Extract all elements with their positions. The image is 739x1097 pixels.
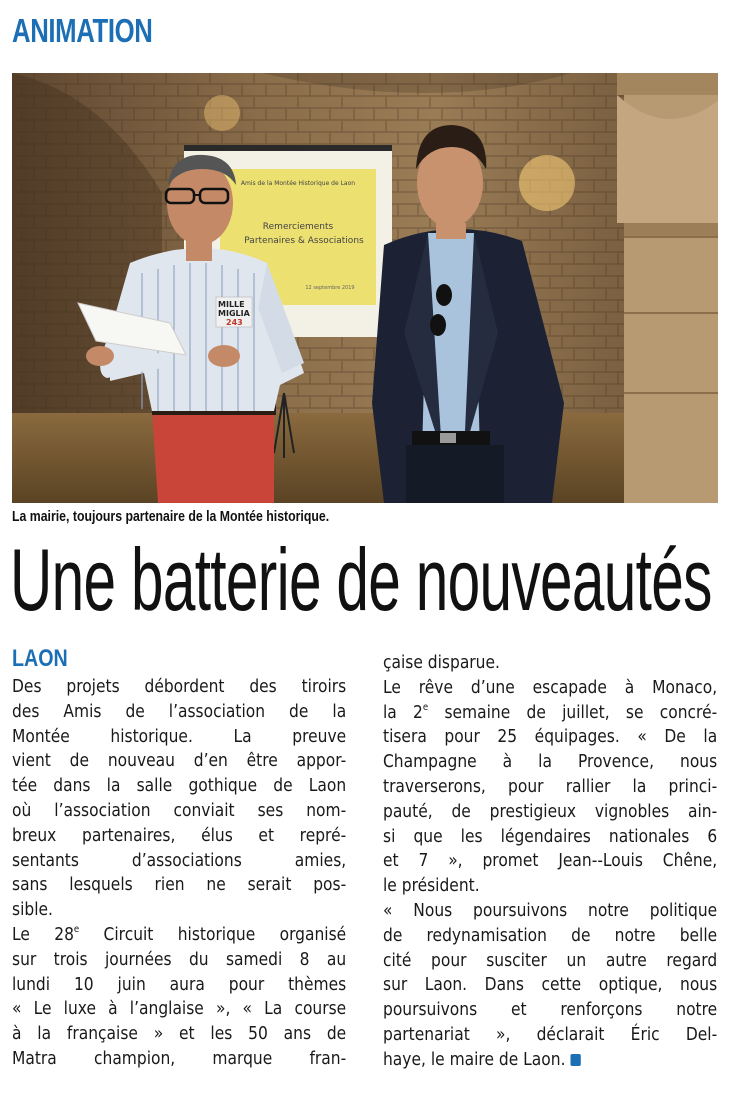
body-line: des Amis de l’association de la <box>12 700 347 722</box>
body-line: sentants d’associations amies, <box>12 849 347 871</box>
body-line: traverserons, pour rallier la princi- <box>383 775 718 797</box>
article-column-right <box>383 651 718 1073</box>
body-line: sible. <box>12 899 53 921</box>
screen-title: Remerciements <box>262 222 334 232</box>
body-line: cité pour susciter un autre regard <box>383 949 718 971</box>
screen-footer: 12 septembre 2019 <box>305 285 355 291</box>
body-line: poursuivons et renforçons notre <box>383 999 718 1021</box>
body-line: où l’association conviait ses nom- <box>12 799 347 821</box>
body-line: vient de nouveau d’en être appor- <box>12 750 347 772</box>
shirt-print-line3: 243 <box>226 318 243 327</box>
body-line: tée dans la salle gothique de Laon <box>12 775 347 797</box>
body-line: breux partenaires, élus et repré- <box>12 824 347 846</box>
body-line-last <box>383 1048 717 1073</box>
body-line: partenariat », déclarait Éric Del- <box>383 1023 718 1045</box>
body-line: Montée historique. La preuve <box>12 725 347 747</box>
body-line: de redynamisation de notre belle <box>383 924 718 946</box>
body-line: Le 28e Circuit historique organisé <box>12 923 347 945</box>
dateline: LAON <box>12 645 68 672</box>
article-headline: Une batterie de nouveautés <box>10 530 712 629</box>
section-rubric: ANIMATION <box>12 12 153 49</box>
body-line: et 7 », promet Jean--Louis Chêne, <box>383 850 718 872</box>
body-line: pauté, de prestigieux vignobles ain- <box>383 800 718 822</box>
body-line-last-text: haye, le maire de Laon. <box>383 1048 566 1070</box>
body-line: çaise disparue. <box>383 652 500 673</box>
body-line: lundi 10 juin aura pour thèmes <box>12 973 347 995</box>
article-column-left <box>12 645 347 1072</box>
article-photo <box>12 73 718 503</box>
body-line: le président. <box>383 875 480 897</box>
screen-header: Amis de la Montée Historique de Laon <box>240 180 356 187</box>
end-of-article-mark <box>571 1054 581 1066</box>
screen-subtitle: Partenaires & Associations <box>244 236 364 246</box>
body-line: Matra champion, marque fran- <box>12 1047 347 1069</box>
body-line: Des projets débordent des tiroirs <box>12 676 347 697</box>
body-line: la 2e semaine de juillet, se concré- <box>383 701 718 723</box>
body-line: sur Laon. Dans cette optique, nous <box>383 974 718 996</box>
body-line: si que les légendaires nationales 6 <box>383 825 718 847</box>
body-line: « Nous poursuivons notre politique <box>383 899 718 921</box>
shirt-print-line2: MIGLIA <box>218 309 250 318</box>
body-line: sur trois journées du samedi 8 au <box>12 948 347 970</box>
body-line: Champagne à la Provence, nous <box>383 751 718 773</box>
body-line: à la française » et les 50 ans de <box>12 1023 347 1045</box>
body-line: tisera pour 25 équipages. « De la <box>383 726 718 748</box>
body-line: sans lesquels rien ne serait pos- <box>12 874 347 896</box>
body-line: Le rêve d’une escapade à Monaco, <box>383 676 718 698</box>
body-line: « Le luxe à l’anglaise », « La course <box>12 998 347 1020</box>
shirt-print-line1: MILLE <box>218 300 245 309</box>
photo-caption: La mairie, toujours partenaire de la Montée historique. <box>12 508 330 525</box>
